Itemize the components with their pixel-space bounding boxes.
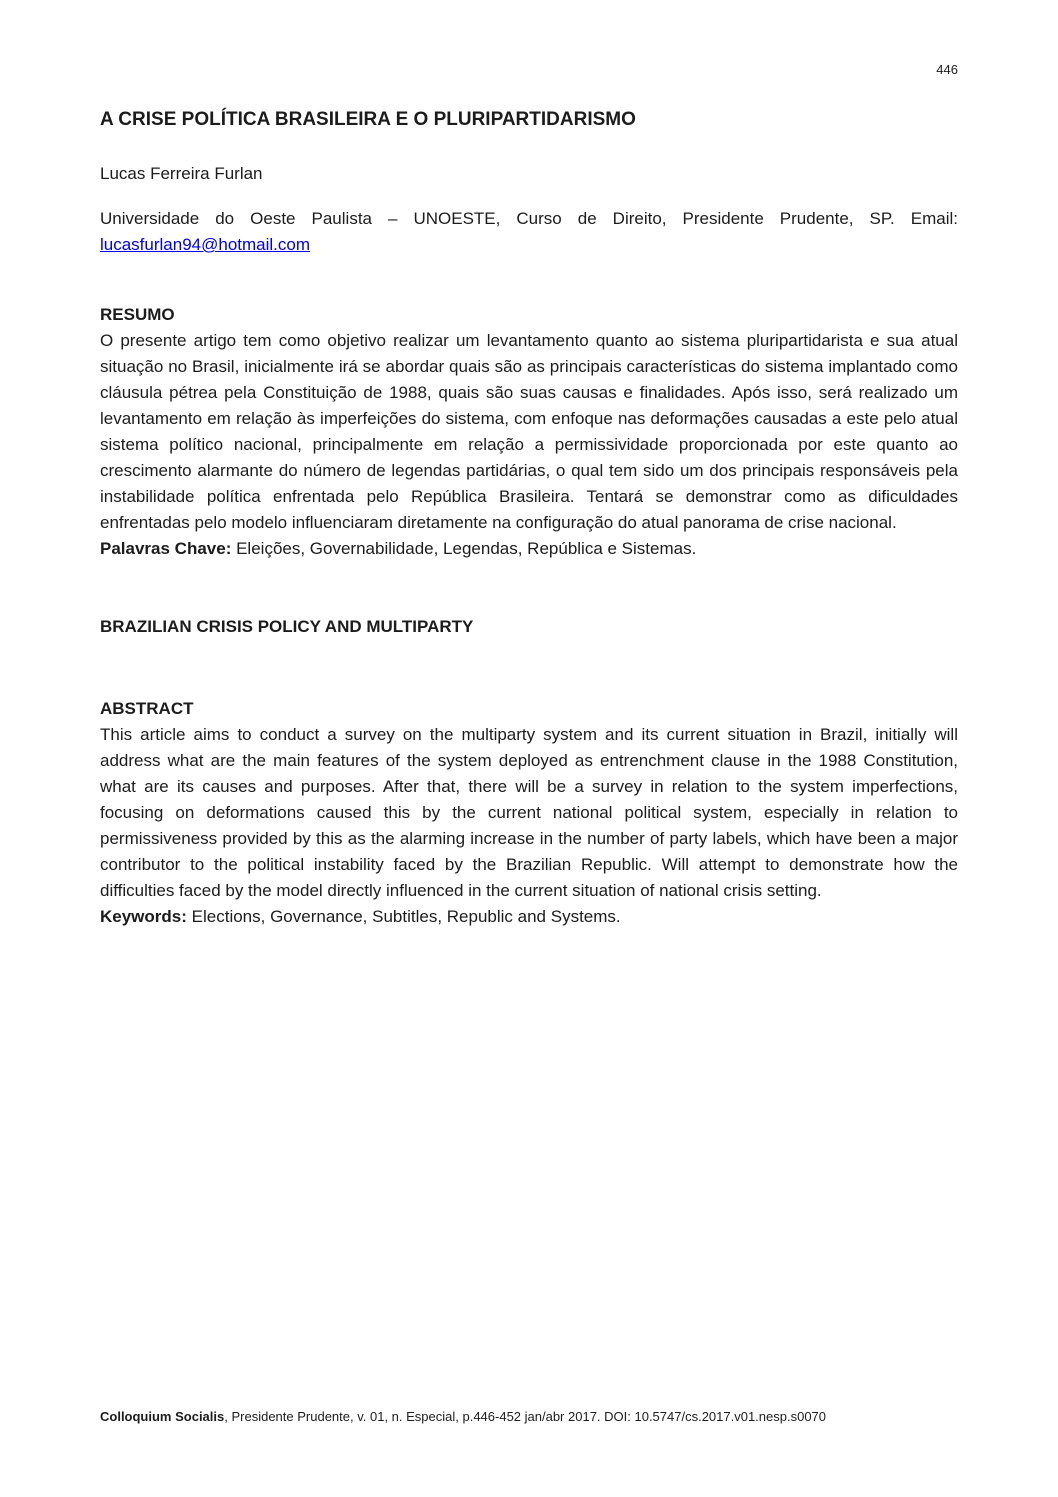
keywords-label: Keywords: <box>100 907 187 926</box>
author-name: Lucas Ferreira Furlan <box>100 164 263 183</box>
resumo-body: O presente artigo tem como objetivo realizar um levantamento quanto ao sistema pluripartidarista e sua atual situação no Brasil, inicialmente irá se abordar quais são as principais características do sistema implantado como cláusula pétrea pela Constituição de 1988, quais são suas causas e finalidades. Após isso, será realizado um levantamento em relação às imperfeições do sistema, com enfoque nas deformações causadas a este pelo atual sistema político nacional, principalmente em relação a permissividade proporcionada por este quanto ao crescimento alarmante do número de legendas partidárias, o qual tem sido um dos principais responsáveis pela instabilidade política enfrentada pelo República Brasileira. Tentará se demonstrar como as dificuldades enfrentadas pelo modelo influenciaram diretamente na configuração do atual panorama de crise nacional. <box>100 331 958 532</box>
palavras-chave-line <box>100 536 958 562</box>
page-number: 446 <box>936 62 958 77</box>
keywords-list: Elections, Governance, Subtitles, Republic and Systems. <box>186 907 621 926</box>
palavras-chave-list: Eleições, Governabilidade, Legendas, República e Sistemas. <box>231 539 697 558</box>
footer-citation <box>100 1408 958 1425</box>
abstract-body: This article aims to conduct a survey on the multiparty system and its current situation in Brazil, initially will address what are the main features of the system deployed as entrenchment clause in the 1988 Constitution, what are its causes and purposes. After that, there will be a survey in relation to the system imperfections, focusing on deformations caused this by the current national political system, especially in relation to permissiveness provided by this as the alarming increase in the number of party labels, which have been a major contributor to the political instability faced by the Brazilian Republic. Will attempt to demonstrate how the difficulties faced by the model directly influenced in the current situation of national crisis setting. <box>100 725 958 900</box>
affiliation <box>100 206 958 258</box>
footer-journal-name: Colloquium Socialis <box>100 1409 225 1424</box>
abstract-heading: ABSTRACT <box>100 699 194 718</box>
palavras-chave-label: Palavras Chave: <box>100 539 232 558</box>
resumo-heading: RESUMO <box>100 305 175 324</box>
email-link[interactable]: lucasfurlan94@hotmail.com <box>100 235 311 254</box>
keywords-line <box>100 904 958 930</box>
english-title: BRAZILIAN CRISIS POLICY AND MULTIPARTY <box>100 617 474 636</box>
affiliation-text: Universidade do Oeste Paulista – UNOESTE, Curso de Direito, Presidente Prudente, SP. Email: <box>100 209 958 228</box>
footer-citation-text: , Presidente Prudente, v. 01, n. Especial, p.446-452 jan/abr 2017. DOI: 10.5747/cs.2017.v01.nesp.s0070 <box>224 1409 827 1424</box>
article-title: A CRISE POLÍTICA BRASILEIRA E O PLURIPARTIDARISMO <box>100 109 636 130</box>
